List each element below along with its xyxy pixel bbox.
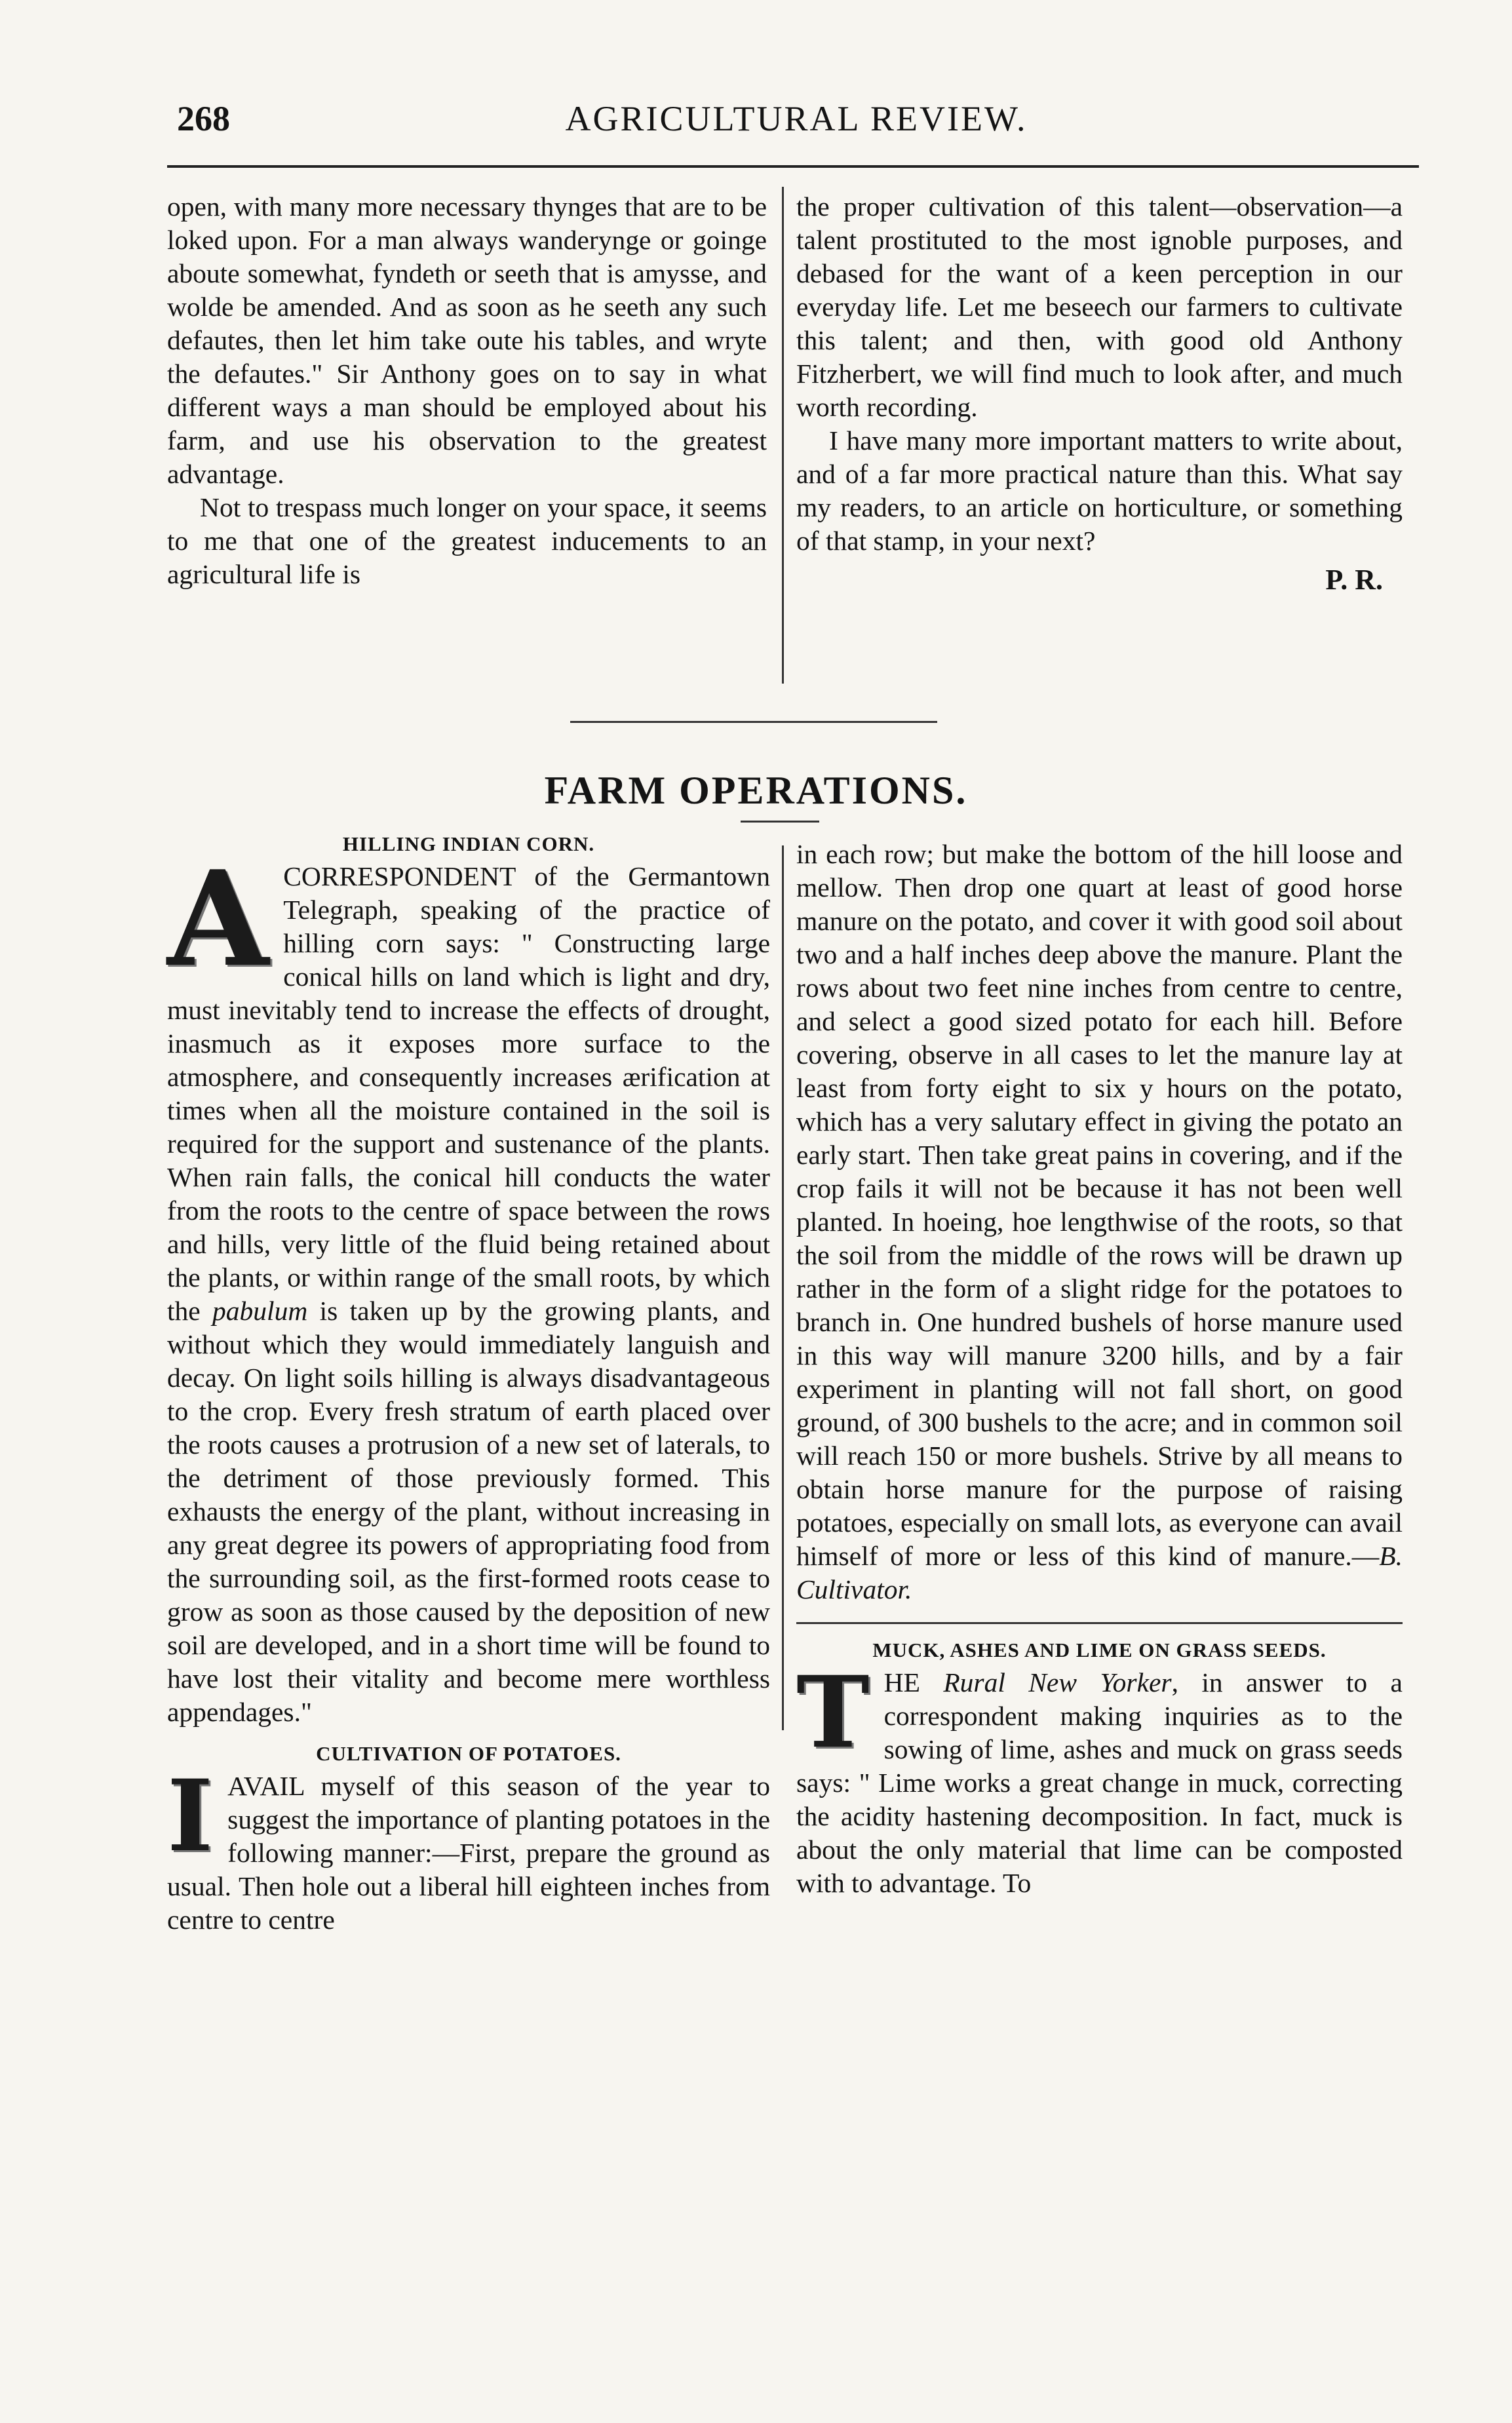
section-title: FARM OPERATIONS.	[544, 769, 968, 812]
top-right-paragraph-2: I have many more important matters to write about, and of a far more practical nature than this. What say my readers, to an article on horticulture, or something of that stamp, in your next?	[796, 425, 1403, 556]
dropcap-t: T	[796, 1655, 870, 1770]
hilling-corn-text-2: is taken up by the growing plants, and without which they would immediately languish and decay. On light soils hilling is always disadvantageous to the crop. Every fresh stratum of earth placed over the roots causes a protrusion of a new set of laterals, to the detriment of those previously formed. This exhausts the energy of the plant, without increasing in any great degree its powers of appropriating food from the surrounding soil, as the first-formed roots cease to grow as soon as those caused by the deposition of new soil are developed, and in a short time will be found to have lost their vitality and become mere worthless appendages."	[167, 1296, 770, 1727]
potatoes-right-text: in each row; but make the bottom of the hill loose and mellow. Then drop one quart at least of good horse manure on the potato, and cover it with good soil about two and a half inches deep above the manure. Plant the rows about two feet nine inches from centre to centre, and select a good sized potato for each hill. Before covering, observe in all cases to let the manure lay at least from forty eight to six y hours on the potato, which has a very salutary effect in giving the potato an early start. Then take great pains in covering, and if the crop fails it will not be because it has not been well planted. In hoeing, hoe lengthwise of the roots, so that the soil from the middle of the rows will be drawn up rather in the form of a slight ridge for the potatoes to branch in. One hundred bushels of horse manure used in this way will manure 3200 hills, and by a fair experiment in planting will not fall short, on good ground, of 300 bushels to the acre; and in common soil will reach 150 or more bushels. Strive by all means to obtain horse manure for the purpose of raising potatoes, especially on small lots, as everyone can avail himself of more or less of this kind of manure.—	[796, 839, 1403, 1571]
signature: P. R.	[1325, 564, 1383, 596]
dropcap-a: A	[167, 842, 269, 996]
potatoes-source: B. Cultivator.	[796, 1541, 1403, 1604]
top-right-paragraph-1: the proper cultivation of this talent—observation—a talent prostituted to the most ignoble purposes, and debased for the want of a keen perception in our everyday life. Let me beseech our farmers to cultivate this talent; and then, with good old Anthony Fitzherbert, we will find much to look after, and much worth recording.	[796, 191, 1403, 422]
top-column-rule	[782, 187, 784, 684]
muck-text-2: , in answer to a correspondent making inquiries as to the sowing of lime, ashes and muck on grass seeds says: " Lime works a great change in muck, correcting the acidity hastening decomposition. In fact, muck is about the only material that lime can be composted with to advantage. To	[796, 1667, 1403, 1898]
bottom-right-column	[796, 838, 1403, 1900]
hilling-corn-text-1: CORRESPONDENT of the Germantown Telegraph, speaking of the practice of hilling corn says: " Constructing large conical hills on land which is light and dry, must inevitably tend to increase the effects of drought, inasmuch as it exposes more surface to the atmosphere, and consequently increases ærification at times when all the moisture contained in the soil is required for the support and sustenance of the plants. When rain falls, the conical hill conducts the water from the roots to the centre of space between the rows and hills, very little of the fluid being retained about the plants, or within range of the small roots, by which the	[167, 861, 770, 1326]
article-heading-potatoes: CULTIVATION OF POTATOES.	[316, 1742, 621, 1765]
article-heading-muck: MUCK, ASHES AND LIME ON GRASS SEEDS.	[872, 1638, 1327, 1661]
top-right-column	[796, 190, 1403, 596]
article-potatoes	[167, 1758, 770, 1937]
article-potatoes-body-right	[796, 838, 1403, 1606]
page-number: 268	[177, 99, 230, 138]
article-separator	[796, 1622, 1403, 1624]
article-muck-body	[796, 1655, 1403, 1900]
top-left-paragraph-1: open, with many more necessary thynges that are to be loked upon. For a man always wanderynge or goinge aboute somewhat, fyndeth or seeth that is amysse, and wolde be amended. And as soon as he seeth any such defautes, then let him take oute his tables, and wryte the defautes." Sir Anthony goes on to say in what different ways a man should be employed about his farm, and use his observation to the greatest advantage.	[167, 191, 767, 489]
bottom-column-rule	[782, 845, 784, 1730]
section-title-underline	[741, 821, 819, 823]
header-rule	[167, 165, 1419, 168]
article-muck	[796, 1655, 1403, 1900]
article-potatoes-body-left: AVAIL myself of this season of the year to suggest the importance of planting potatoes in the following manner:—First, prepare the ground as usual. Then hole out a liberal hill eighteen inches from centre to centre	[167, 1771, 770, 1935]
muck-text-1: HE	[883, 1667, 944, 1697]
top-left-paragraph-2: Not to trespass much longer on your space, it seems to me that one of the greatest inducements to an agricultural life is	[167, 492, 767, 589]
page-header	[177, 98, 1416, 151]
article-heading-hilling-corn: HILLING INDIAN CORN.	[342, 832, 595, 855]
muck-italic-source: Rural New Yorker	[943, 1667, 1172, 1697]
top-left-column	[167, 190, 767, 591]
section-divider	[570, 721, 937, 723]
hilling-corn-italic: pabulum	[212, 1296, 308, 1326]
bottom-left-column	[167, 831, 770, 1937]
dropcap-i: I	[167, 1758, 214, 1874]
running-title: AGRICULTURAL REVIEW.	[565, 99, 1028, 138]
